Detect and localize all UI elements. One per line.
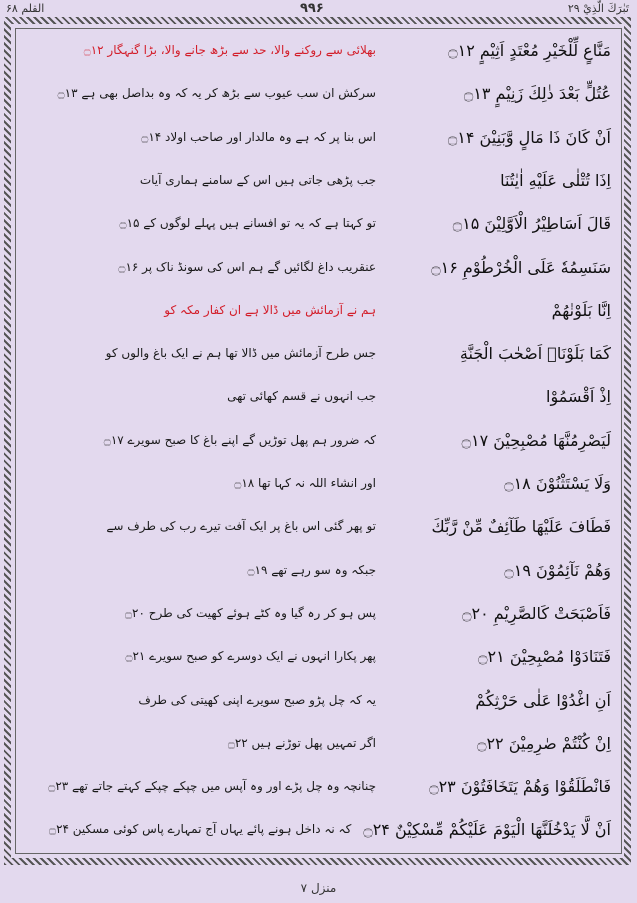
verse-row <box>16 722 621 765</box>
arabic-verse: مَنَّاعٍ لِّلْخَيْرِ مُعْتَدٍ اَثِيْمٍ ۝۱۲ <box>448 41 611 60</box>
urdu-translation: یہ کہ چل پڑو صبح سویرے اپنی کھیتی کی طرف <box>138 692 376 707</box>
arabic-verse: فَاَصْبَحَتْ كَالصَّرِيْمِ ۝۲۰ <box>462 603 611 623</box>
arabic-verse: اَنْ لَّا يَدْخُلَنَّهَا الْيَوْمَ عَلَيْكُمْ مِّسْكِيْنٌ ۝۲۴ <box>363 820 611 840</box>
urdu-translation: کہ نہ داخل ہونے پائے یہاں آج تمہارے پاس کوئی مسکین ۝۲۴ <box>49 822 352 837</box>
urdu-translation: کہ ضرور ہم پھل توڑیں گے اپنے باغ کا صبح سویرے ۝۱۷ <box>103 432 376 447</box>
urdu-translation: تو کہتا ہے کہ یہ تو افسانے ہیں پہلے لوگوں کے ۝۱۵ <box>119 216 376 231</box>
arabic-verse: قَالَ اَسَاطِيْرُ الْاَوَّلِيْنَ ۝۱۵ <box>452 214 611 234</box>
verse-row <box>16 159 621 202</box>
page-number: ۹۹۶ <box>300 1 324 16</box>
verse-row <box>16 462 621 505</box>
urdu-translation: جس طرح آزمائش میں ڈالا تھا ہم نے ایک باغ والوں کو <box>105 346 376 361</box>
arabic-verse: اَنْ كَانَ ذَا مَالٍ وَّبَنِيْنَ ۝۱۴ <box>447 127 611 147</box>
verse-row <box>16 289 621 332</box>
verse-row <box>16 765 621 808</box>
verse-row <box>16 332 621 375</box>
arabic-verse: فَتَنَادَوْا مُصْبِحِيْنَ ۝۲۱ <box>478 647 611 667</box>
verse-row <box>16 202 621 245</box>
verse-row <box>16 116 621 159</box>
verse-row <box>16 72 621 115</box>
arabic-verse: فَطَافَ عَلَيْهَا طَآئِفٌ مِّنْ رَّبِّكَ <box>431 517 611 537</box>
arabic-verse: اِذَا تُتْلٰى عَلَيْهِ اٰيٰتُنَا <box>500 170 611 190</box>
verse-row <box>16 679 621 722</box>
surah-name-header: القلم ۶۸ <box>6 2 45 15</box>
verse-row <box>16 419 621 462</box>
verse-row <box>16 29 621 72</box>
urdu-translation: اگر تمہیں پھل توڑنے ہیں ۝۲۲ <box>227 735 376 750</box>
arabic-verse: اَنِ اغْدُوْا عَلٰى حَرْثِكُمْ <box>475 690 611 710</box>
manzil-footer: منزل ۷ <box>300 881 337 895</box>
arabic-verse: اِذْ اَقْسَمُوْا <box>546 387 611 407</box>
arabic-verse: لَيَصْرِمُنَّهَا مُصْبِحِيْنَ ۝۱۷ <box>461 430 611 450</box>
arabic-verse: سَنَسِمُهٗ عَلَى الْخُرْطُوْمِ ۝۱۶ <box>431 257 611 277</box>
urdu-translation: جب انہوں نے قسم کھائی تھی <box>227 389 376 404</box>
urdu-translation: عنقریب داغ لگائیں گے ہم اس کی سونڈ ناک پر ۝۱۶ <box>118 259 376 274</box>
arabic-verse: وَلَا يَسْتَثْنُوْنَ ۝۱۸ <box>504 474 611 493</box>
urdu-translation: سرکش ان سب عیوب سے بڑھ کر یہ کہ وہ بداصل بھی ہے ۝۱۳ <box>57 86 376 101</box>
verse-row <box>16 375 621 418</box>
verse-row <box>16 592 621 635</box>
verse-row <box>16 808 621 851</box>
arabic-verse: كَمَا بَلَوْنَاۤ اَصْحٰبَ الْجَنَّةِ <box>459 344 611 364</box>
arabic-verse: وَهُمْ نَآئِمُوْنَ ۝۱۹ <box>504 560 611 580</box>
verse-table <box>15 28 622 854</box>
arabic-verse: عُتُلٍّ بَعْدَ ذٰلِكَ زَنِيْمٍ ۝۱۳ <box>463 84 611 104</box>
urdu-translation: جب پڑھی جاتی ہیں اس کے سامنے ہماری آیات <box>139 172 376 187</box>
arabic-verse: فَانْطَلَقُوْا وَهُمْ يَتَخَافَتُوْنَ ۝۲۳ <box>429 777 611 797</box>
verse-row <box>16 246 621 289</box>
urdu-translation: اور انشاء اللہ نہ کہا تھا ۝۱۸ <box>234 476 376 490</box>
juz-name-header: تَبٰرَكَ الَّذِيْ ۲۹ <box>567 2 629 15</box>
urdu-translation: بھلائی سے روکنے والا، حد سے بڑھ جانے والا، بڑا گنہگار ۝۱۲ <box>83 43 376 57</box>
verse-rows <box>16 29 621 853</box>
urdu-translation: پس ہو کر رہ گیا وہ کٹے ہوئے کھیت کی طرح ۝۲۰ <box>125 605 376 620</box>
verse-row <box>16 549 621 592</box>
urdu-translation: پھر پکارا انہوں نے ایک دوسرے کو صبح سویرے ۝۲۱ <box>125 649 376 664</box>
urdu-translation: اس بنا پر کہ ہے وہ مالدار اور صاحب اولاد ۝۱۴ <box>141 129 376 144</box>
arabic-verse: اِنْ كُنْتُمْ صٰرِمِيْنَ ۝۲۲ <box>477 733 611 753</box>
verse-row <box>16 635 621 678</box>
urdu-translation: تو پھر گئی اس باغ پر ایک آفت تیرے رب کی طرف سے <box>106 519 376 534</box>
urdu-translation: ہم نے آزمائش میں ڈالا ہے ان کفار مکہ کو <box>164 302 376 317</box>
urdu-translation: چنانچہ وہ چل پڑے اور وہ آپس میں چپکے چپکے کہتے جاتے تھے ۝۲۳ <box>48 779 376 794</box>
verse-row <box>16 505 621 548</box>
arabic-verse: اِنَّا بَلَوْنٰهُمْ <box>551 300 611 320</box>
urdu-translation: جبکہ وہ سو رہے تھے ۝۱۹ <box>247 562 376 577</box>
